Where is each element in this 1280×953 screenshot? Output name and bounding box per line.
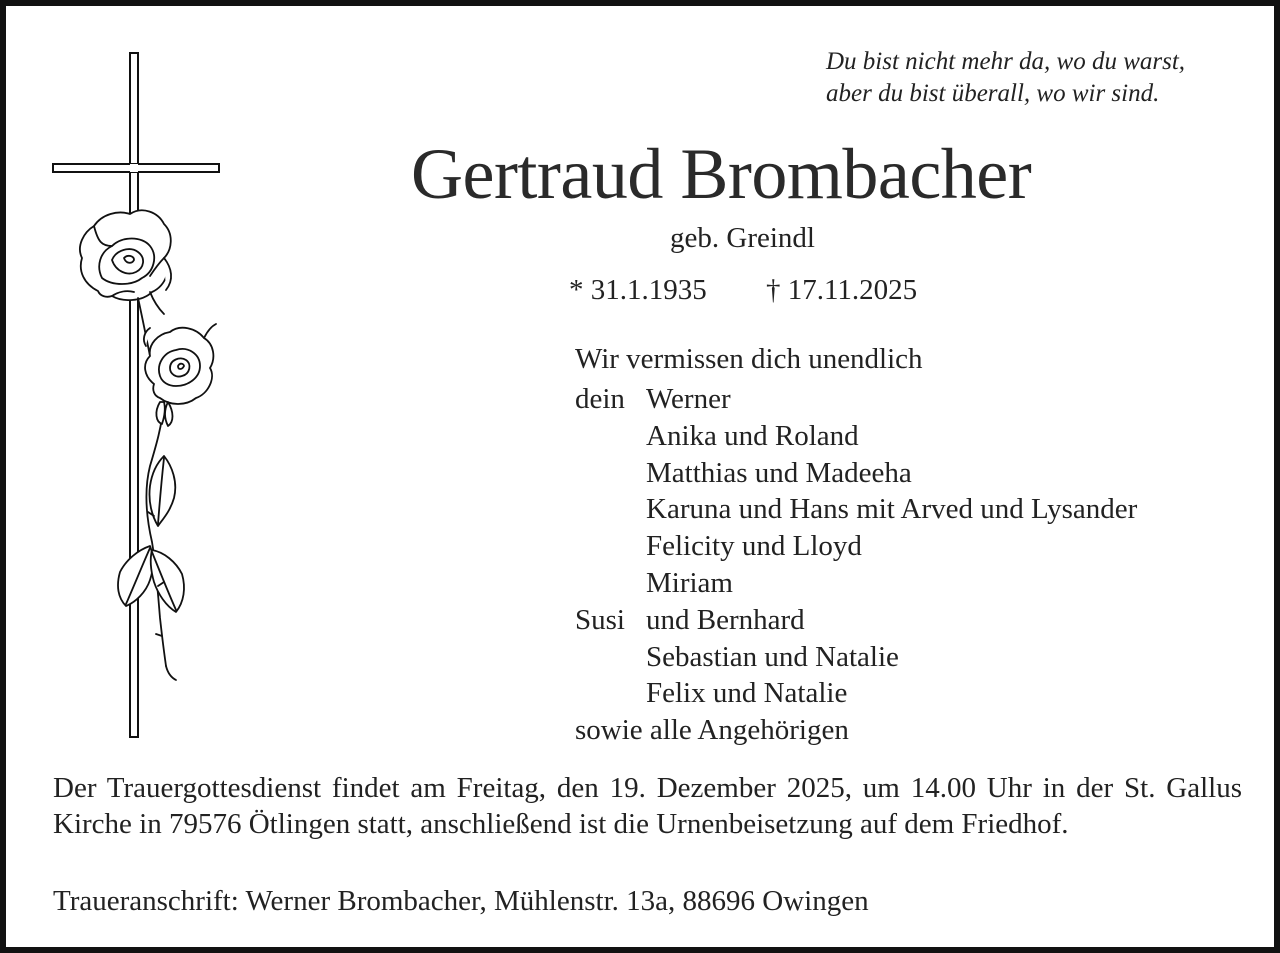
- service-announcement: Der Trauergottesdienst findet am Freitag, den 19. Dezember 2025, um 14.00 Uhr in der St. Gallus Kirche in 79576 Ötlingen statt, anschließend ist die Urnenbeisetzung auf dem Friedhof.: [53, 772, 1242, 840]
- mourners-closing: sowie alle Angehörigen: [575, 714, 849, 747]
- mourner-prefix: Susi: [575, 603, 625, 636]
- mourner-line: [575, 565, 923, 602]
- mourner-names: Felicity und Lloyd: [646, 530, 862, 563]
- deceased-name: Gertraud Brombacher: [411, 134, 1032, 214]
- mourner-line: [575, 491, 1138, 528]
- mourner-line: [575, 455, 923, 492]
- mourning-address: Traueranschrift: Werner Brombacher, Mühlenstr. 13a, 88696 Owingen: [53, 885, 869, 917]
- quote-line-1: Du bist nicht mehr da, wo du warst,: [826, 48, 1186, 75]
- mourner-names: und Bernhard: [646, 603, 805, 636]
- death-date: † 17.11.2025: [766, 274, 918, 306]
- mourner-line: [575, 381, 923, 418]
- mourner-prefix: dein: [575, 383, 625, 415]
- mourners-intro: Wir vermissen dich unendlich: [575, 343, 923, 375]
- mourner-names: Felix und Natalie: [646, 677, 848, 710]
- birth-date: * 31.1.1935: [569, 274, 707, 306]
- maiden-name: geb. Greindl: [670, 222, 815, 254]
- mourner-line: [575, 418, 923, 455]
- mourner-line: [575, 639, 923, 676]
- epitaph-quote: [826, 46, 1185, 110]
- quote-line-2: aber du bist überall, wo wir sind.: [826, 80, 1160, 107]
- mourners-block: [575, 341, 1138, 749]
- mourner-line: [575, 675, 923, 712]
- mourner-names: Sebastian und Natalie: [646, 640, 899, 673]
- life-dates: [569, 272, 918, 308]
- mourner-names: Anika und Roland: [646, 419, 859, 452]
- mourner-names: Matthias und Madeeha: [646, 456, 912, 489]
- mourner-names: Werner: [646, 383, 731, 415]
- mourner-names: Karuna und Hans mit Arved und Lysander: [646, 493, 1138, 526]
- mourner-line: [575, 528, 923, 565]
- mourner-names: Miriam: [646, 566, 733, 599]
- mourner-line: [575, 602, 923, 639]
- cross-with-roses-icon: [46, 46, 236, 746]
- rose-icon: [80, 210, 216, 680]
